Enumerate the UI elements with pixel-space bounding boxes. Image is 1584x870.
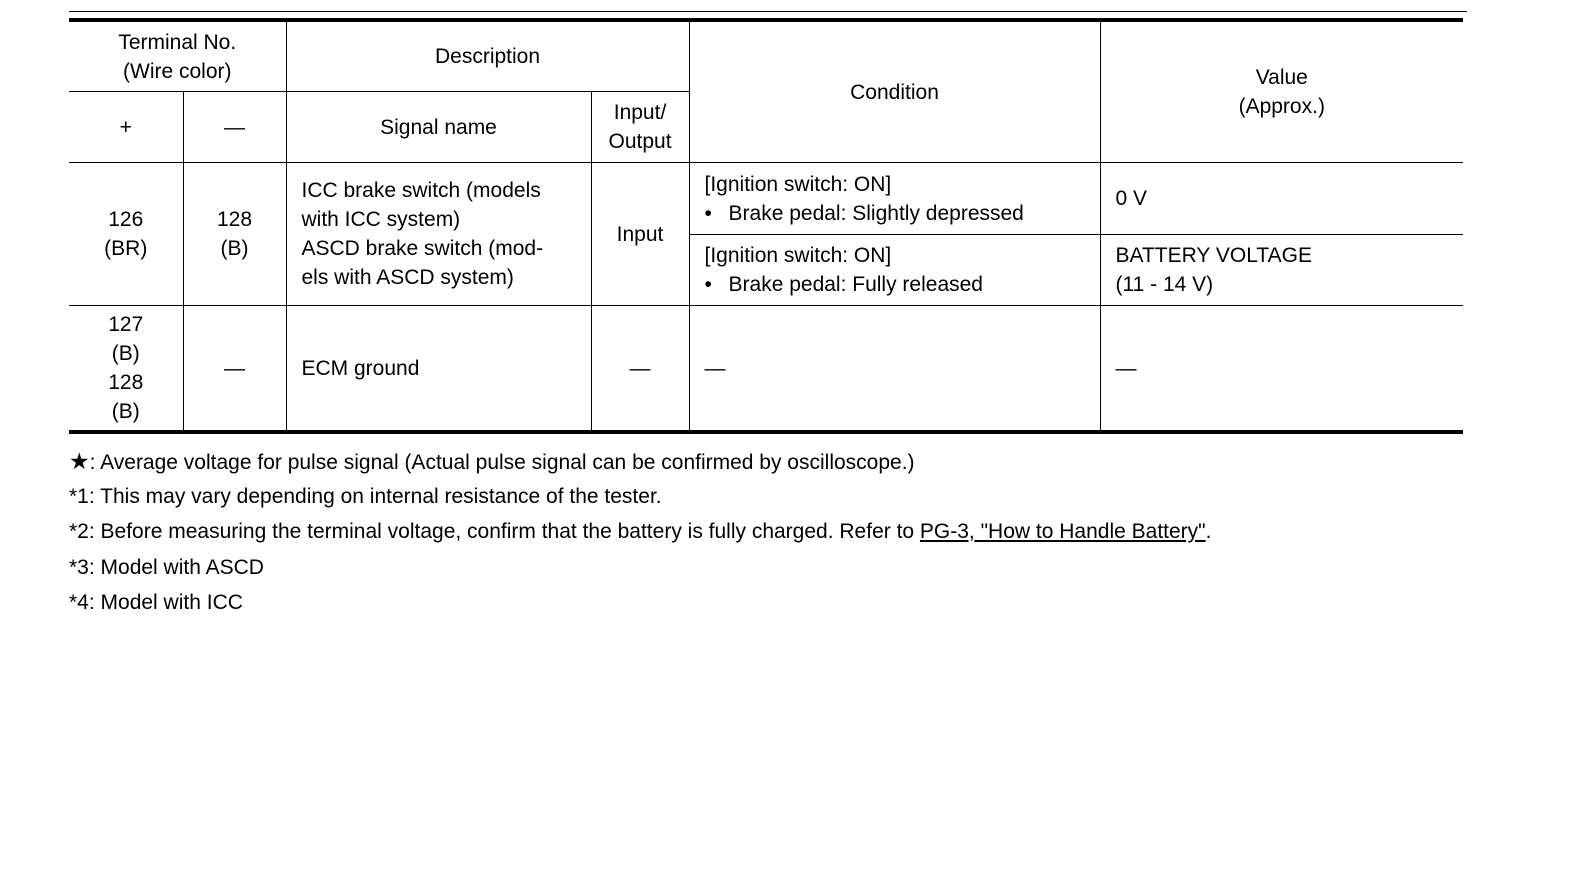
condition-head: [Ignition switch: ON] <box>704 172 892 196</box>
signal-name: ICC brake switch (models with ICC system) ASCD brake switch (mod- els with ASCD system) <box>286 163 591 306</box>
footnote-3: *3: Model with ASCD <box>69 555 264 579</box>
condition-bullet-line <box>705 270 1092 299</box>
condition-text: Brake pedal: Slightly depressed <box>728 201 1024 225</box>
condition-bullet-line <box>705 199 1092 228</box>
bullet-icon: • <box>704 273 712 296</box>
condition-cell: — <box>689 306 1100 433</box>
footnote-4: *4: Model with ICC <box>69 591 243 614</box>
footnote-star-text: : Average voltage for pulse signal (Actual pulse signal can be confirmed by oscilloscope.) <box>89 451 915 474</box>
footnote-2-text: *2: Before measuring the terminal voltage, confirm that the battery is fully charged. Refer to <box>69 520 920 543</box>
header-row-1 <box>69 20 1463 92</box>
table-row <box>69 163 1463 235</box>
input-output: Input <box>591 163 689 306</box>
footnote-2 <box>69 517 1469 553</box>
terminal-table <box>69 18 1463 434</box>
terminal-minus: 128 (B) <box>183 163 286 306</box>
bullet-icon: • <box>704 201 712 225</box>
value-cell: BATTERY VOLTAGE (11 - 14 V) <box>1100 235 1463 306</box>
condition-head: [Ignition switch: ON] <box>704 244 892 267</box>
condition-text: Brake pedal: Fully released <box>728 273 983 296</box>
table-row <box>69 306 1463 433</box>
input-output: — <box>591 306 689 433</box>
top-rule <box>69 11 1467 12</box>
battery-link[interactable]: PG-3, "How to Handle Battery" <box>919 520 1206 543</box>
header-value: Value (Approx.) <box>1100 20 1463 163</box>
condition-cell <box>689 235 1100 306</box>
terminal-minus: — <box>183 306 286 433</box>
header-input-output: Input/ Output <box>591 92 689 163</box>
header-terminal-no: Terminal No. (Wire color) <box>69 20 286 92</box>
value-cell: — <box>1100 306 1463 433</box>
condition-cell <box>689 163 1100 235</box>
header-plus: + <box>69 92 183 163</box>
header-description: Description <box>286 20 689 92</box>
header-minus: — <box>183 92 286 163</box>
value-cell: 0 V <box>1100 163 1463 235</box>
star-icon: ★ <box>69 448 90 474</box>
header-signal-name: Signal name <box>286 92 591 163</box>
footnote-2-suffix: . <box>1205 520 1212 543</box>
footnote-1: *1: This may vary depending on internal resistance of the tester. <box>69 484 662 508</box>
footnote-star <box>69 446 1469 482</box>
signal-name: ECM ground <box>286 306 591 433</box>
footnotes <box>69 446 1469 624</box>
header-condition: Condition <box>689 20 1100 163</box>
terminal-plus: 127 (B) 128 (B) <box>69 306 183 433</box>
terminal-plus: 126 (BR) <box>69 163 183 306</box>
